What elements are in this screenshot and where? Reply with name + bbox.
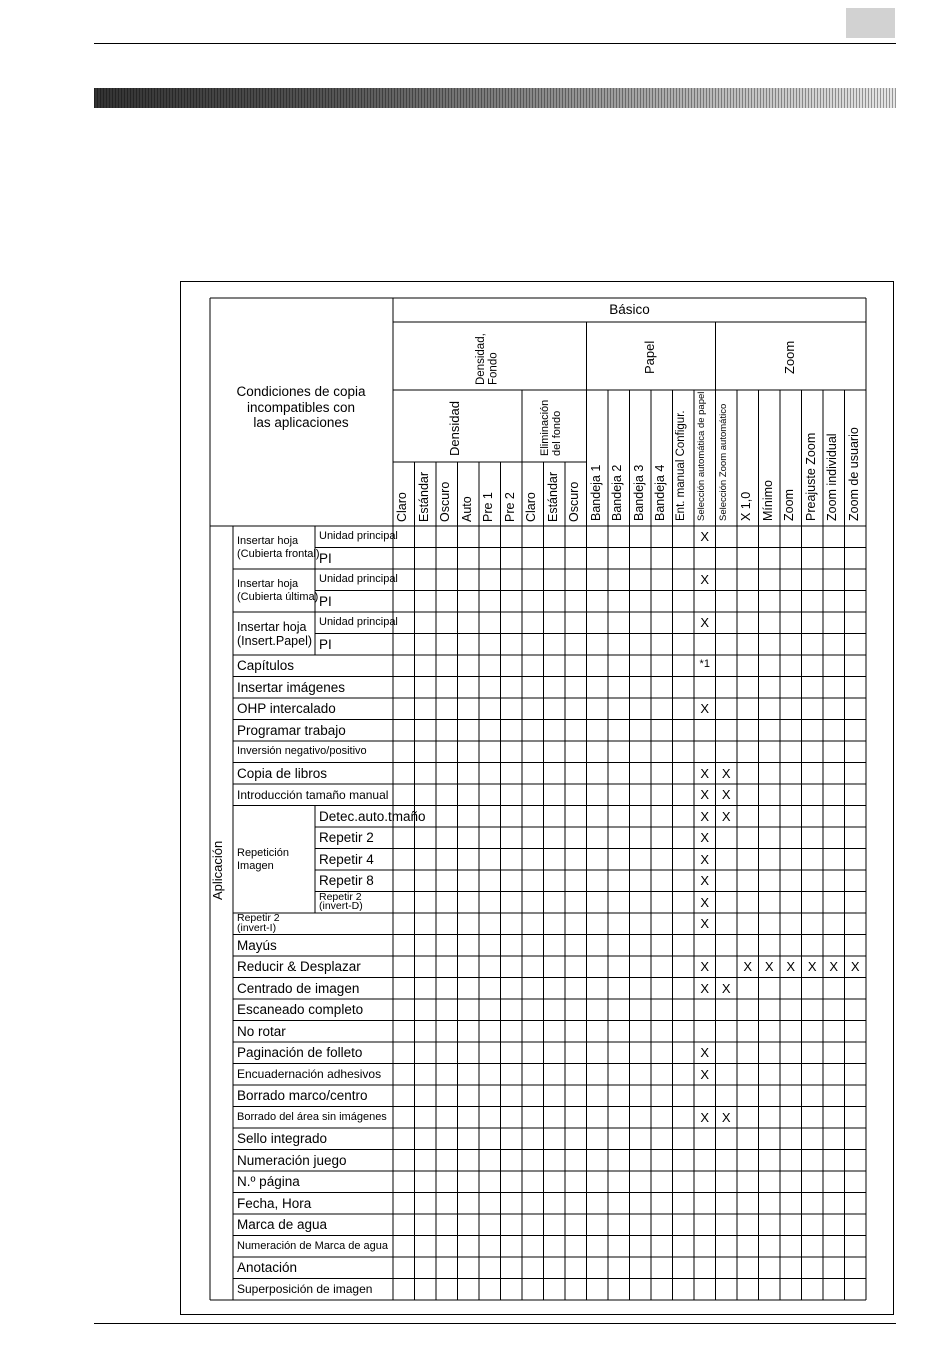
incompatibility-mark: X (764, 959, 774, 975)
row-label: Unidad principal (319, 530, 398, 543)
column-header: Claro (395, 492, 409, 522)
incompatibility-mark: X (721, 1109, 731, 1125)
incompatibility-mark: X (700, 701, 710, 717)
row-label: Anotación (237, 1260, 298, 1275)
row-label: Repetir 2 (invert-D) (319, 890, 363, 913)
row-label: Detec.auto.tmaño (319, 808, 426, 824)
incompatibility-mark: *1 (699, 658, 710, 671)
column-header: Bandeja 2 (610, 464, 624, 521)
row-label: N.º página (237, 1174, 300, 1189)
header-zoom: Zoom (782, 340, 797, 375)
column-header: Selección automática de papel (696, 391, 707, 521)
row-label: PI (319, 636, 332, 652)
incompatibility-mark: X (700, 980, 710, 996)
column-header: Zoom de usuario (846, 427, 861, 521)
side-label-aplicacion: Aplicación (210, 840, 225, 900)
incompatibility-mark: X (786, 959, 796, 975)
column-header: Pre 1 (481, 492, 495, 522)
row-label: Superposición de imagen (237, 1282, 373, 1297)
row-label: Unidad principal (319, 616, 398, 629)
row-label: Programar trabajo (237, 722, 346, 738)
row-label: Repetir 2 (invert-I) (237, 912, 280, 934)
column-header: Estándar (545, 471, 560, 522)
row-label: PI (319, 593, 332, 609)
row-label: Inversión negativo/positivo (237, 745, 367, 758)
row-label: Capítulos (237, 658, 295, 673)
row-label: Mayús (237, 937, 277, 953)
incompatibility-mark: X (721, 808, 731, 824)
row-label: Numeración de Marca de agua (237, 1239, 389, 1252)
incompatibility-mark: X (721, 787, 731, 803)
row-label: Numeración juego (237, 1152, 347, 1168)
incompatibility-mark: X (700, 959, 710, 975)
column-header: Oscuro (567, 481, 581, 522)
column-header: Estándar (416, 471, 431, 522)
column-header: Oscuro (438, 481, 452, 522)
incompatibility-mark: X (700, 1045, 710, 1061)
row-label: Repetir 2 (319, 830, 374, 845)
header-papel: Papel (642, 340, 657, 375)
row-group-label: Insertar hoja (Cubierta última) (237, 578, 319, 604)
incompatibility-mark: X (700, 916, 710, 932)
row-label: Borrado marco/centro (237, 1088, 368, 1103)
row-label: Sello integrado (237, 1131, 328, 1146)
column-header: Preajuste Zoom (803, 432, 818, 521)
row-label: Copia de libros (237, 765, 328, 781)
incompatibility-mark: X (721, 980, 731, 996)
incompatibility-mark: X (721, 765, 731, 781)
incompatibility-mark: X (743, 959, 753, 975)
incompatibility-mark: X (807, 959, 817, 975)
incompatibility-mark: X (700, 808, 710, 824)
column-header: Ent. manual Configur. (674, 410, 687, 521)
header-densidad-fondo: Densidad, Fondo (475, 333, 500, 385)
row-group-label: Insertar hoja (Insert.Papel) (237, 619, 313, 649)
incompatibility-mark: X (700, 830, 710, 846)
incompatibility-mark: X (700, 615, 710, 631)
row-label: Paginación de folleto (237, 1045, 363, 1060)
column-header: Bandeja 1 (588, 464, 603, 521)
column-header: Auto (459, 496, 474, 522)
row-label: No rotar (237, 1023, 286, 1039)
column-header: X 1,0 (739, 491, 753, 521)
incompatibility-mark: X (850, 959, 860, 975)
header-eliminacion: Eliminación del fondo (539, 399, 564, 456)
row-label: Escaneado completo (237, 1002, 364, 1017)
column-header: Bandeja 4 (653, 464, 667, 521)
row-label: Repetir 8 (319, 873, 374, 888)
incompatibility-mark: X (700, 787, 710, 803)
row-label: Centrado de imagen (237, 980, 360, 996)
column-header: Zoom (782, 489, 796, 521)
row-label: OHP intercalado (237, 701, 336, 716)
row-label: Introducción tamaño manual (237, 787, 389, 802)
incompatibility-mark: X (700, 1066, 710, 1082)
incompatibility-mark: X (700, 572, 710, 588)
column-header: Bandeja 3 (631, 464, 646, 521)
row-label: Encuadernación adhesivos (237, 1067, 382, 1082)
incompatibility-mark: X (829, 959, 839, 975)
footer-rule (94, 1323, 896, 1324)
row-label: Fecha, Hora (237, 1195, 312, 1211)
row-group-label: Insertar hoja (Cubierta frontal) (237, 535, 320, 561)
column-header: Zoom individual (825, 433, 839, 521)
row-group-label: Repetición Imagen (237, 847, 289, 872)
row-label: PI (319, 550, 332, 566)
incompatibility-mark: X (700, 1109, 710, 1125)
column-header: Claro (524, 492, 538, 522)
row-label: Insertar imágenes (237, 679, 346, 695)
incompatibility-mark: X (700, 851, 710, 867)
corner-title: Condiciones de copia incompatibles con las aplicaciones (236, 384, 366, 431)
column-header: Pre 2 (502, 492, 517, 522)
incompatibility-mark: X (700, 529, 710, 545)
header-densidad: Densidad (447, 401, 462, 456)
row-label: Repetir 4 (319, 851, 374, 867)
row-label: Borrado del área sin imágenes (237, 1110, 387, 1123)
incompatibility-mark: X (700, 894, 710, 910)
row-label: Unidad principal (319, 573, 398, 586)
row-label: Reducir & Desplazar (237, 959, 361, 974)
row-label: Marca de agua (237, 1217, 328, 1232)
incompatibility-mark: X (700, 765, 710, 781)
column-header: Mínimo (760, 480, 775, 521)
incompatibility-mark: X (700, 873, 710, 889)
column-header: Selección Zoom automático (717, 403, 729, 521)
header-basico: Básico (609, 302, 650, 317)
